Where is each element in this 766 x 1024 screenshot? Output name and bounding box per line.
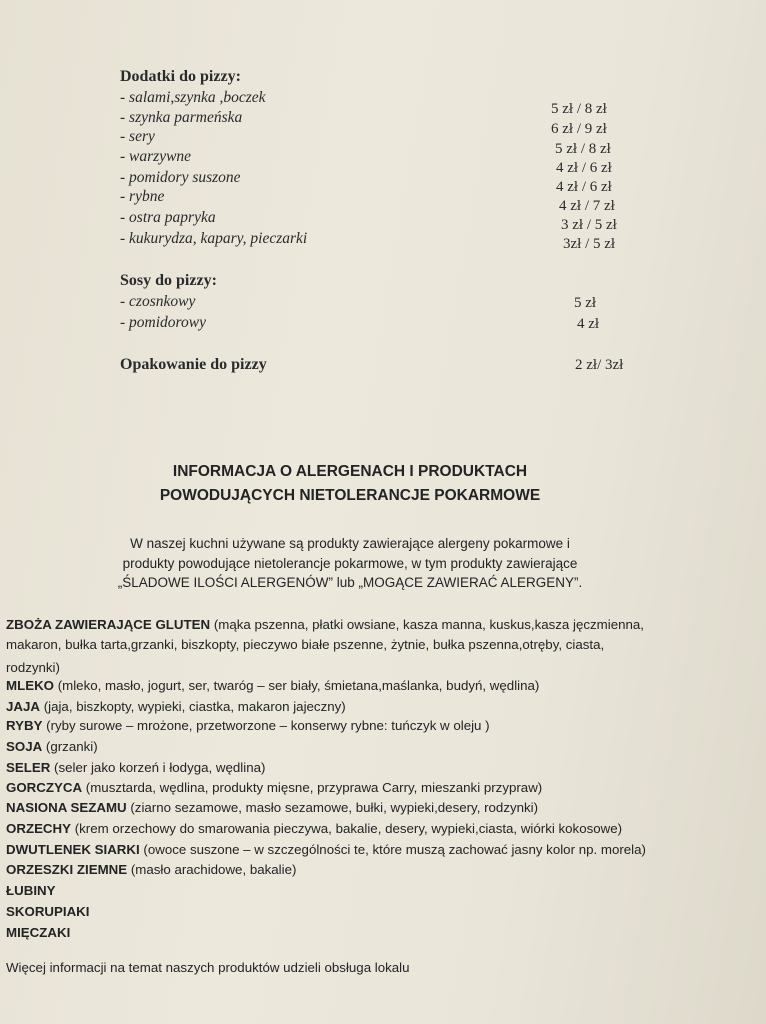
allergen-name: SKORUPIAKI (6, 904, 90, 919)
allergen-name: SELER (6, 760, 51, 775)
topping-name: - ostra papryka (120, 209, 216, 226)
allergen-entry (6, 780, 542, 795)
toppings-heading: Dodatki do pizzy: (120, 68, 241, 85)
allergen-entry (6, 617, 644, 632)
allergen-entry (6, 800, 538, 815)
allergen-title-line1: INFORMACJA O ALERGENACH I PRODUKTACH (172, 463, 528, 480)
allergen-desc: (ryby surowe – mrożone, przetworzone – konserwy rybne: tuńczyk w oleju ) (42, 718, 490, 733)
sauces-heading: Sosy do pizzy: (120, 272, 217, 289)
topping-price: 3zł / 5 zł (563, 236, 616, 252)
allergen-desc: (owoce suszone – w szczególności te, które muszą zachować jasny kolor np. morela) (139, 842, 646, 857)
allergen-entry (6, 925, 70, 940)
allergen-name: SOJA (6, 739, 43, 754)
topping-name: - rybne (120, 188, 165, 205)
topping-price: 5 zł / 8 zł (551, 101, 607, 117)
allergen-name: ORZESZKI ZIEMNE (6, 862, 128, 877)
allergen-name: ORZECHY (6, 821, 72, 836)
allergen-name: MIĘCZAKI (6, 925, 71, 940)
topping-name: - pomidory suszone (120, 169, 241, 186)
allergen-desc: rodzynki) (6, 660, 60, 675)
packaging-price: 2 zł/ 3zł (575, 357, 624, 373)
allergen-name: GORCZYCA (6, 780, 83, 795)
allergen-desc: (mleko, masło, jogurt, ser, twaróg – ser biały, śmietana,maślanka, budyń, wędlina) (54, 678, 540, 693)
sauce-name: - czosnkowy (120, 293, 196, 310)
sauce-price: 4 zł (577, 316, 600, 332)
allergen-desc: (krem orzechowy do smarowania pieczywa, bakalie, desery, wypieki,ciasta, wiórki kokosowe) (71, 821, 623, 836)
allergen-entry (6, 678, 539, 693)
allergen-entry (6, 699, 346, 714)
topping-price: 4 zł / 6 zł (556, 160, 612, 176)
topping-name: - kukurydza, kapary, pieczarki (120, 230, 308, 247)
allergen-entry (6, 883, 56, 898)
allergen-desc: makaron, bułka tarta,grzanki, biszkopty, pieczywo białe pszenne, żytnie, bułka pszenna,otręby, ciasta, (6, 637, 605, 652)
allergen-desc: (seler jako korzeń i łodyga, wędlina) (50, 760, 266, 775)
allergen-entry (6, 739, 98, 754)
sauce-name: - pomidorowy (120, 314, 206, 331)
allergen-name: DWUTLENEK SIARKI (6, 842, 140, 857)
topping-name: - warzywne (120, 148, 192, 165)
allergen-desc: (mąka pszenna, płatki owsiane, kasza manna, kuskus,kasza jęczmienna, (210, 617, 644, 632)
allergen-entry (6, 760, 265, 775)
allergen-entry (6, 718, 490, 733)
allergen-title-line2: POWODUJĄCYCH NIETOLERANCJE POKARMOWE (159, 487, 541, 504)
topping-price: 6 zł / 9 zł (551, 121, 607, 137)
allergen-desc: (ziarno sezamowe, masło sezamowe, bułki, wypieki,desery, rodzynki) (126, 800, 539, 815)
allergen-intro-line3: „ŚLADOWE ILOŚCI ALERGENÓW” lub „MOGĄCE ZAWIERAĆ ALERGENY”. (117, 575, 583, 590)
topping-name: - szynka parmeńska (120, 109, 243, 126)
allergen-name: RYBY (6, 718, 43, 733)
topping-name: - sery (120, 128, 155, 145)
packaging-label: Opakowanie do pizzy (120, 356, 267, 373)
allergen-entry (6, 862, 296, 877)
allergen-desc: (grzanki) (42, 739, 98, 754)
allergen-entry (6, 904, 89, 919)
allergen-entry (6, 637, 604, 652)
topping-name: - salami,szynka ,boczek (120, 89, 266, 106)
allergen-intro-line1: W naszej kuchni używane są produkty zawierające alergeny pokarmowe i (130, 536, 570, 551)
topping-price: 5 zł / 8 zł (555, 141, 611, 157)
allergen-name: MLEKO (6, 678, 55, 693)
topping-price: 4 zł / 7 zł (559, 198, 615, 214)
allergen-name: JAJA (6, 699, 40, 714)
allergen-desc: (masło arachidowe, bakalie) (127, 862, 297, 877)
sauce-price: 5 zł (574, 295, 597, 311)
allergen-name: ŁUBINY (6, 883, 56, 898)
allergen-entry (6, 660, 60, 675)
allergen-intro-line2: produkty powodujące nietolerancje pokarmowe, w tym produkty zawierające (122, 556, 578, 571)
allergen-name: ZBOŻA ZAWIERAJĄCE GLUTEN (6, 617, 211, 632)
allergen-footer: Więcej informacji na temat naszych produktów udzieli obsługa lokalu (6, 960, 410, 975)
allergen-name: NASIONA SEZAMU (6, 800, 127, 815)
allergen-entry (6, 842, 646, 857)
allergen-desc: (musztarda, wędlina, produkty mięsne, przyprawa Carry, mieszanki przypraw) (82, 780, 543, 795)
allergen-desc: (jaja, biszkopty, wypieki, ciastka, makaron jajeczny) (40, 699, 346, 714)
allergen-entry (6, 821, 622, 836)
topping-price: 3 zł / 5 zł (561, 217, 617, 233)
topping-price: 4 zł / 6 zł (556, 179, 612, 195)
